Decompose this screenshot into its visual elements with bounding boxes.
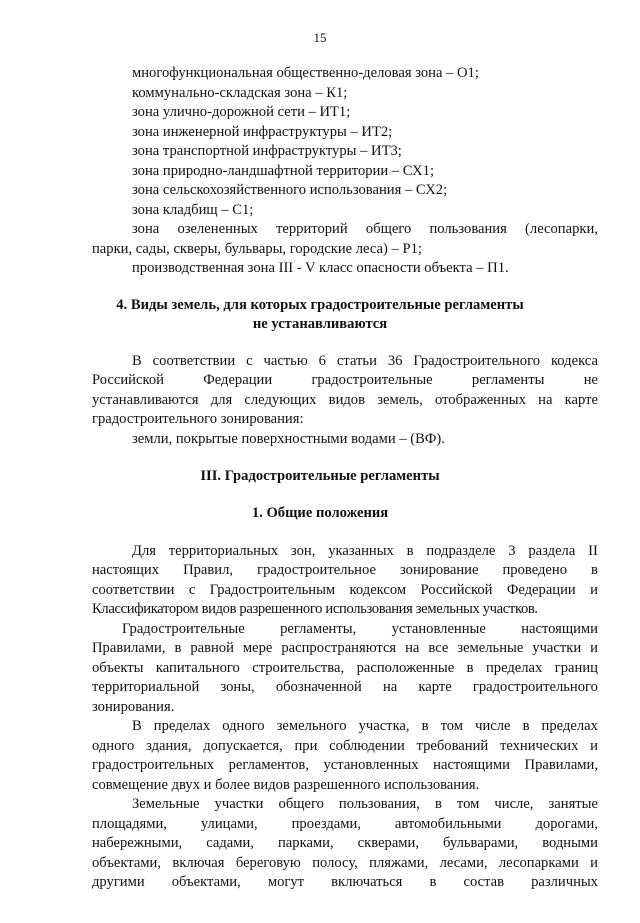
subsection-heading: 1. Общие положения <box>251 505 389 521</box>
zone-green-line1: зона озелененных территорий общего пользования (лесопарки, <box>132 221 598 237</box>
paragraph-line: объектами, включая береговую полосу, пляжами, лесами, лесопарками и <box>92 855 598 871</box>
paragraph-line: территориальной зоны, обозначенной на карте градостроительного <box>92 679 598 695</box>
zone-green-line2: парки, сады, скверы, бульвары, городские леса) – Р1; <box>92 241 422 257</box>
paragraph-line: Классификатором видов разрешенного использования земельных участков. <box>92 601 538 617</box>
zone-item: коммунально-складская зона – К1; <box>132 85 348 101</box>
paragraph-line: соответствии с Градостроительным кодексом Российской Федерации и <box>92 582 598 598</box>
paragraph-line: Российской Федерации градостроительные регламенты не <box>92 372 598 388</box>
paragraph-line: градостроительных регламентов, установленных настоящими Правилами, <box>92 757 598 773</box>
section-heading-cont: не устанавливаются <box>252 316 388 332</box>
zone-item: зона сельскохозяйственного использования – СХ2; <box>132 182 448 198</box>
chapter-heading: III. Градостроительные регламенты <box>200 468 440 484</box>
paragraph-line: Для территориальных зон, указанных в подразделе 3 раздела II <box>132 543 598 559</box>
zone-item: зона инженерной инфраструктуры – ИТ2; <box>132 124 393 140</box>
paragraph-line: Градостроительные регламенты, установленные настоящими <box>122 621 598 637</box>
paragraph-line: градостроительного зонирования: <box>92 411 304 427</box>
paragraph-line: другими объектами, могут включаться в состав различных <box>92 874 598 890</box>
land-type-item: земли, покрытые поверхностными водами – (ВФ). <box>132 431 445 447</box>
paragraph-line: Правилами, в равной мере распространяются на все земельные участки и <box>92 640 598 656</box>
paragraph-line: Земельные участки общего пользования, в том числе, занятые <box>132 796 598 812</box>
section-heading: 4. Виды земель, для которых градостроительные регламенты <box>116 297 524 313</box>
paragraph-line: площадями, улицами, проездами, автомобильными дорогами, <box>92 816 598 832</box>
paragraph-line: одного здания, допускается, при соблюдении требований технических и <box>92 738 598 754</box>
paragraph-line: настоящих Правил, градостроительное зонирование проведено в <box>92 562 598 578</box>
paragraph-line: В соответствии с частью 6 статьи 36 Градостроительного кодекса <box>132 353 598 369</box>
zone-item: зона транспортной инфраструктуры – ИТ3; <box>132 143 402 159</box>
zone-item: зона улично-дорожной сети – ИТ1; <box>132 104 351 120</box>
paragraph-line: В пределах одного земельного участка, в том числе в пределах <box>132 718 598 734</box>
paragraph-line: зонирования. <box>92 699 175 715</box>
zone-item: зона природно-ландшафтной территории – СХ1; <box>132 163 435 179</box>
zone-industrial: производственная зона III - V класс опасности объекта – П1. <box>132 260 509 276</box>
paragraph-line: совмещение двух и более видов разрешенного использования. <box>92 777 480 793</box>
paragraph-line: устанавливаются для следующих видов земель, отображенных на карте <box>92 392 598 408</box>
paragraph-line: набережными, садами, парками, скверами, бульварами, водными <box>92 835 598 851</box>
zone-item: зона кладбищ – С1; <box>132 202 254 218</box>
page-number: 15 <box>313 30 327 45</box>
paragraph-line: объекты капитального строительства, расположенные в пределах границ <box>92 660 598 676</box>
zone-item: многофункциональная общественно-деловая зона – О1; <box>132 65 479 81</box>
